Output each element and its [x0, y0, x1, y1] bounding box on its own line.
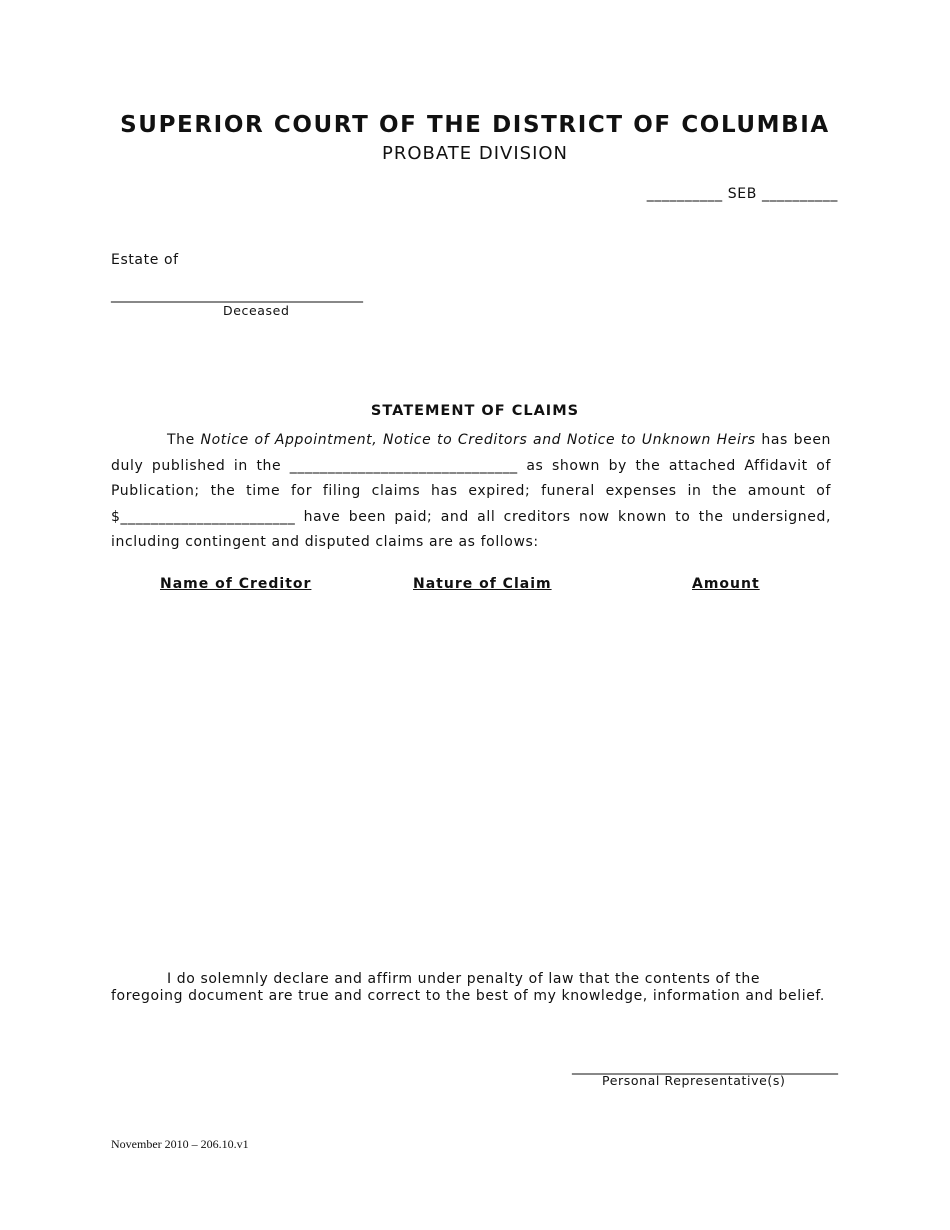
statement-text: has been duly published in the ______________________________ as shown by the attached Affidavit of Publication; the time for filing claims has expired; funeral expenses in the amount of $_______________________ have been paid; and all creditors now known to the undersigned, including contingent and disputed claims are as follows:: [111, 432, 831, 550]
signature-label: Personal Representative(s): [602, 1073, 786, 1088]
deceased-name-field[interactable]: ____________________________________: [111, 287, 363, 303]
affirmation-text: [111, 971, 831, 1005]
column-header-creditor: Name of Creditor: [160, 576, 312, 592]
intro-plain: The: [167, 432, 201, 448]
column-header-amount: Amount: [692, 576, 760, 592]
form-version: November 2010 – 206.10.v1: [111, 1137, 249, 1151]
affirmation-body: I do solemnly declare and affirm under penalty of law that the contents of the foregoing document are true and correct to the best of my knowledge, information and belief.: [111, 971, 825, 1004]
division-title: PROBATE DIVISION: [381, 143, 569, 164]
statement-body: [111, 428, 831, 556]
column-header-nature: Nature of Claim: [413, 576, 552, 592]
statement-title: STATEMENT OF CLAIMS: [370, 403, 580, 419]
claims-entry-area[interactable]: [111, 606, 838, 956]
notice-names: Notice of Appointment, Notice to Creditors and Notice to Unknown Heirs: [200, 432, 756, 448]
estate-label: Estate of: [111, 252, 179, 268]
court-title: SUPERIOR COURT OF THE DISTRICT OF COLUMBIA: [120, 112, 830, 138]
deceased-label: Deceased: [223, 303, 290, 318]
case-number-field[interactable]: __________ SEB __________: [646, 186, 838, 202]
signature-field[interactable]: ______________________________________: [572, 1059, 838, 1075]
